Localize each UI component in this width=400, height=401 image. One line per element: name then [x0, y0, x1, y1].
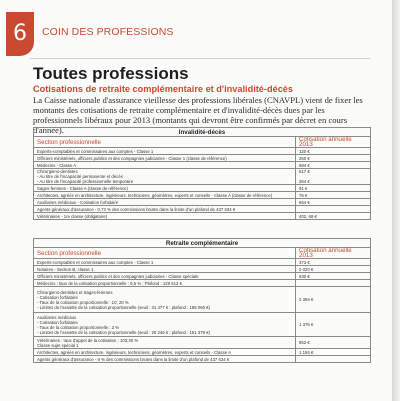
section-title: COIN DES PROFESSIONS: [42, 26, 174, 38]
row-label: Sages-femmes - Classe A (classe de référence): [34, 185, 296, 192]
table-row: [34, 356, 371, 363]
row-value: 1 376 €: [296, 313, 371, 337]
row-label: Agents généraux d'assurance - 9 % des commissions brutes dans la limite d'un plafond de 437 634 €: [34, 356, 296, 363]
table-heading: Retraite complémentaire: [34, 239, 371, 248]
row-label: Chirurgiens-dentistes - Au titre de l'incapacité permanente et décès - Au titre de l'incapacité professionnelle temporaire: [34, 169, 296, 185]
row-value: 260 €: [296, 155, 371, 162]
row-value: 852 €: [296, 337, 371, 349]
row-label: Médecins : taux de la cotisation proportionnelle : 9,5 % ; Plafond : 129 612 €: [34, 280, 296, 287]
row-label: Vétérinaires : taux d'appel de la cotisation : 103,30 % Classe sujet spécial 1: [34, 337, 296, 349]
row-label: Officiers ministériels, officiers publics et des compagnies judiciaires - Classe spéciale: [34, 273, 296, 280]
table-row: [34, 349, 371, 356]
table-row: [34, 206, 371, 213]
section-number-badge: 6: [6, 12, 34, 56]
row-value: [296, 280, 371, 287]
article-title: Toutes professions: [33, 64, 189, 83]
row-value: 684 €: [296, 162, 371, 169]
table-row: [34, 259, 371, 266]
row-label: Agents généraux d'assurance - 0,73 % des commissions brutes dans la limite d'un plafond de 437 634 €: [34, 206, 296, 213]
row-value: 2 394 €: [296, 287, 371, 313]
table-row: [34, 213, 371, 220]
row-label: Chirurgiens-dentistes et Sages-femmes - Cotisation forfaitaire - Taux de la cotisation proportionnelle : 10, 20 % - Limites de l'assiette de la cotisation proportionnelle (seuil : 31 477 € ; plafond : 185 060 €): [34, 287, 296, 313]
invalidite-deces-table: [33, 127, 371, 220]
article-intro: La Caisse nationale d'assurance vieillesse des professions libérales (CNAVPL) vient de fixer les montants des cotisations de retraite complémentaire et d'invalidité-décès dues par les professionnels libéraux pour 2013 (montants qui devront être confirmés par décret en cours d'année).: [33, 95, 363, 135]
column-header-amount: Cotisation annuelle 2013: [296, 137, 371, 148]
row-label: Notaires - Section B, classe 1: [34, 266, 296, 273]
page-spine-shadow: [392, 0, 400, 401]
row-value: 402, 68 €: [296, 213, 371, 220]
table-row: [34, 280, 371, 287]
table-row: [34, 337, 371, 349]
row-value: 1 184 €: [296, 349, 371, 356]
table-row: [34, 148, 371, 155]
row-label: Officiers ministériels, officiers publics et des compagnies judiciaires - Classe 1 (classe de référence): [34, 155, 296, 162]
row-value: 630 €: [296, 273, 371, 280]
table-row: [34, 169, 371, 185]
table-row: [34, 273, 371, 280]
row-value: 654 €: [296, 199, 371, 206]
row-label: Auxiliaires médicaux - Cotisation forfaitaire: [34, 199, 296, 206]
article-subtitle: Cotisations de retraite complémentaire et d'invalidité-décès: [33, 84, 294, 94]
table-row: [34, 287, 371, 313]
header-divider: [30, 58, 370, 59]
row-label: Architectes, agréés en architecture, ingénieurs, techniciens, géomètres, experts et conseils - Classe A: [34, 349, 296, 356]
row-value: 120 €: [296, 148, 371, 155]
table-row: [34, 162, 371, 169]
table-row: [34, 313, 371, 337]
table-row: [34, 185, 371, 192]
row-value: 76 €: [296, 192, 371, 199]
row-value: [296, 206, 371, 213]
table-row: [34, 155, 371, 162]
row-label: Architectes, agréés en architecture, ingénieurs, techniciens, géomètres, experts et conseils - Classe A (classe de référence): [34, 192, 296, 199]
section-header: [6, 12, 206, 56]
column-header-section: Section professionnelle: [34, 248, 296, 259]
row-value: 2 020 €: [296, 266, 371, 273]
row-label: Médecins - Classe A: [34, 162, 296, 169]
row-value: 373 €: [296, 259, 371, 266]
row-label: Experts-comptables et commissaires aux comptes - Classe 1: [34, 148, 296, 155]
row-value: 91 €: [296, 185, 371, 192]
table-row: [34, 199, 371, 206]
column-header-section: Section professionnelle: [34, 137, 296, 148]
retraite-complementaire-table: [33, 238, 371, 363]
column-header-amount: Cotisation annuelle 2013: [296, 248, 371, 259]
table-heading: Invalidité-décès: [34, 128, 371, 137]
table-row: [34, 192, 371, 199]
row-value: 517 € 264 €: [296, 169, 371, 185]
row-label: Vétérinaires - 1re classe (obligatoire): [34, 213, 296, 220]
row-label: Experts-comptables et commissaires aux comptes - Classe 1: [34, 259, 296, 266]
row-label: Auxiliaires médicaux - Cotisation forfaitaire - Taux de la cotisation proportionnelle : 3 % - Limites de l'assiette de la cotisation proportionnelle (seuil : 25 246 € ; plafond : 151 379 €): [34, 313, 296, 337]
row-value: [296, 356, 371, 363]
table-row: [34, 266, 371, 273]
